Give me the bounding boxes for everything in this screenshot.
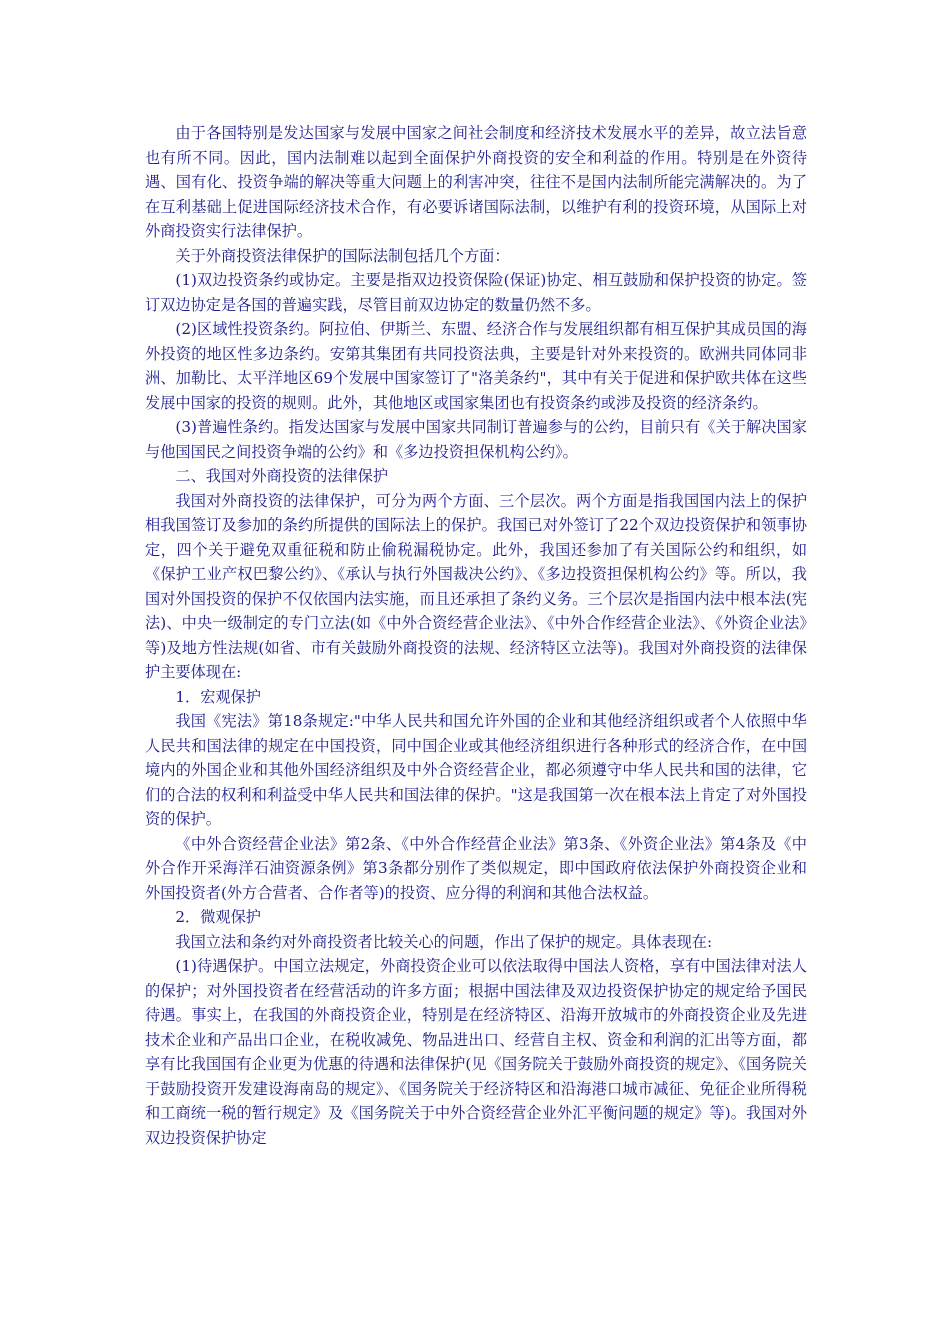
paragraph-intro: 由于各国特别是发达国家与发展中国家之间社会制度和经济技术发展水平的差异，故立法旨意也有所不同。因此，国内法制难以起到全面保护外商投资的安全和利益的作用。特别是在外资待遇、国有化、投资争端的解决等重大问题上的利害冲突，往往不是国内法制所能完满解决的。为了在互利基础上促进国际经济技术合作，有必要诉诸国际法制，以维护有利的投资环境，从国际上对外商投资实行法律保护。 [145,124,807,240]
section-heading-domestic-protection: 二、我国对外商投资的法律保护 [175,467,389,485]
subheading-micro-protection: 2．微观保护 [175,908,261,926]
paragraph-treatment-protection: (1)待遇保护。中国立法规定，外商投资企业可以依法取得中国法人资格，享有中国法律对法人的保护；对外国投资者在经营活动的许多方面；根据中国法律及双边投资保护协定的规定给予国民待遇。事实上，在我国的外商投资企业，特别是在经济特区、沿海开放城市的外商投资企业及先进技术企业和产品出口企业，在税收减免、物品进出口、经营自主权、资金和利润的汇出等方面，都享有比我国国有企业更为优惠的待遇和法律保护(见《国务院关于鼓励外商投资的规定》、《国务院关于鼓励投资开发建设海南岛的规定》、《国务院关于经济特区和沿海港口城市减征、免征企业所得税和工商统一税的暂行规定》及《国务院关于中外合资经营企业外汇平衡问题的规定》等)。我国对外双边投资保护协定 [145,957,807,1147]
paragraph-domestic-protection: 我国对外商投资的法律保护，可分为两个方面、三个层次。两个方面是指我国国内法上的保护相我国签订及参加的条约所提供的国际法上的保护。我国已对外签订了22个双边投资保护和领事协定，四个关于避免双重征税和防止偷税漏税协定。此外，我国还参加了有关国际公约和组织，如《保护工业产权巴黎公约》、《承认与执行外国裁决公约》、《多边投资担保机构公约》等。所以，我国对外国投资的保护不仅依国内法实施，而且还承担了条约义务。三个层次是指国内法中根本法(宪法)、中央一级制定的专门立法(如《中外合资经营企业法》、《中外合作经营企业法》、《外资企业法》等)及地方性法规(如省、市有关鼓励外商投资的法规、经济特区立法等)。我国对外商投资的法律保护主要体现在: [145,491,807,681]
subheading-macro-protection: 1．宏观保护 [175,687,261,706]
paragraph-micro-intro: 我国立法和条约对外商投资者比较关心的问题，作出了保护的规定。具体表现在: [175,932,713,951]
document-page [145,121,807,1150]
paragraph-international-law-heading: 关于外商投资法律保护的国际法制包括几个方面： [175,246,510,265]
paragraph-constitution-article: 我国《宪法》第18条规定:"中华人民共和国允许外国的企业和其他经济组织或者个人依照中华人民共和国法律的规定在中国投资，同中国企业或其他经济组织进行各种形式的经济合作，在中国境内的外国企业和其他外国经济组织及中外合资经营企业，都必须遵守中华人民共和国的法律，它们的合法的权利和利益受中华人民共和国法律的保护。"这是我国第一次在根本法上肯定了对外国投资的保护。 [145,712,807,828]
paragraph-universal-treaties: (3)普遍性条约。指发达国家与发展中国家共同制订普遍参与的公约，目前只有《关于解决国家与他国国民之间投资争端的公约》和《多边投资担保机构公约》。 [145,418,807,461]
paragraph-bilateral-treaties: (1)双边投资条约或协定。主要是指双边投资保险(保证)协定、相互鼓励和保护投资的协定。签订双边协定是各国的普遍实践，尽管目前双边协定的数量仍然不多。 [145,271,807,314]
paragraph-enterprise-laws: 《中外合资经营企业法》第2条、《中外合作经营企业法》第3条、《外资企业法》第4条及《中外合作开采海洋石油资源条例》第3条都分别作了类似规定，即中国政府依法保护外商投资企业和外国投资者(外方合营者、合作者等)的投资、应分得的利润和其他合法权益。 [145,834,807,902]
paragraph-regional-treaties: (2)区域性投资条约。阿拉伯、伊斯兰、东盟、经济合作与发展组织都有相互保护其成员国的海外投资的地区性多边条约。安第其集团有共同投资法典，主要是针对外来投资的。欧洲共同体同非洲、加勒比、太平洋地区69个发展中国家签订了"洛美条约"，其中有关于促进和保护欧共体在这些发展中国家的投资的规则。此外，其他地区或国家集团也有投资条约或涉及投资的经济条约。 [145,320,807,412]
